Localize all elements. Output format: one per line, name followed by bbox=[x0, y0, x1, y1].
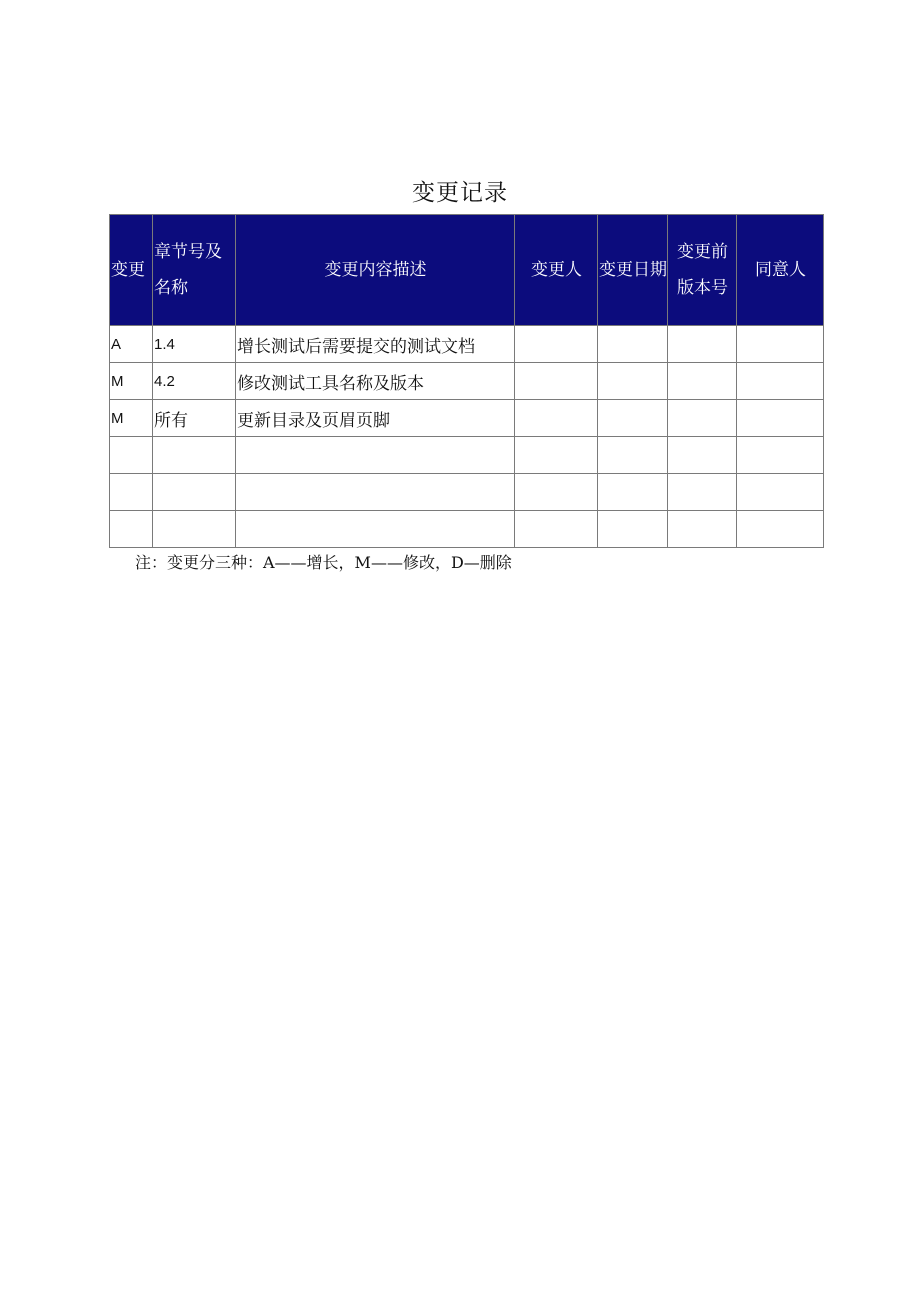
cell-chapter bbox=[153, 474, 236, 511]
cell-changer bbox=[515, 326, 598, 363]
table-row bbox=[110, 363, 824, 400]
change-record-table bbox=[109, 214, 824, 548]
cell-change-type bbox=[110, 511, 153, 548]
cell-changer bbox=[515, 437, 598, 474]
header-approver: 同意人 bbox=[737, 215, 824, 326]
cell-chapter: 1.4 bbox=[153, 326, 236, 363]
table-row bbox=[110, 437, 824, 474]
cell-prev-version bbox=[668, 474, 737, 511]
cell-changer bbox=[515, 474, 598, 511]
table-row bbox=[110, 400, 824, 437]
cell-change-type bbox=[110, 437, 153, 474]
cell-approver bbox=[737, 400, 824, 437]
header-change-type: 变更 bbox=[110, 215, 153, 326]
cell-date bbox=[598, 326, 668, 363]
cell-description bbox=[236, 474, 515, 511]
cell-approver bbox=[737, 511, 824, 548]
cell-change-type: M bbox=[110, 400, 153, 437]
cell-date bbox=[598, 511, 668, 548]
cell-prev-version bbox=[668, 400, 737, 437]
cell-approver bbox=[737, 326, 824, 363]
cell-prev-version bbox=[668, 363, 737, 400]
header-date: 变更日期 bbox=[598, 215, 668, 326]
cell-changer bbox=[515, 511, 598, 548]
table-row bbox=[110, 511, 824, 548]
cell-description: 修改测试工具名称及版本 bbox=[236, 363, 515, 400]
cell-date bbox=[598, 474, 668, 511]
cell-chapter: 4.2 bbox=[153, 363, 236, 400]
cell-prev-version bbox=[668, 511, 737, 548]
cell-approver bbox=[737, 363, 824, 400]
page-title: 变更记录 bbox=[412, 180, 508, 206]
header-changer: 变更人 bbox=[515, 215, 598, 326]
change-type-note: 注：变更分三种：A——增长，M——修改，D—删除 bbox=[135, 553, 512, 572]
cell-changer bbox=[515, 363, 598, 400]
table-row bbox=[110, 474, 824, 511]
cell-change-type: M bbox=[110, 363, 153, 400]
cell-change-type bbox=[110, 474, 153, 511]
cell-change-type: A bbox=[110, 326, 153, 363]
cell-date bbox=[598, 437, 668, 474]
cell-description: 更新目录及页眉页脚 bbox=[236, 400, 515, 437]
cell-description bbox=[236, 511, 515, 548]
cell-chapter bbox=[153, 437, 236, 474]
cell-prev-version bbox=[668, 437, 737, 474]
cell-approver bbox=[737, 437, 824, 474]
header-description: 变更内容描述 bbox=[236, 215, 515, 326]
cell-description: 增长测试后需要提交的测试文档 bbox=[236, 326, 515, 363]
cell-prev-version bbox=[668, 326, 737, 363]
cell-date bbox=[598, 363, 668, 400]
cell-date bbox=[598, 400, 668, 437]
table-row bbox=[110, 326, 824, 363]
cell-changer bbox=[515, 400, 598, 437]
cell-approver bbox=[737, 474, 824, 511]
cell-chapter bbox=[153, 511, 236, 548]
cell-chapter: 所有 bbox=[153, 400, 236, 437]
header-prev-version: 变更前版本号 bbox=[668, 215, 737, 326]
header-chapter: 章节号及名称 bbox=[153, 215, 236, 326]
cell-description bbox=[236, 437, 515, 474]
table-header-row bbox=[110, 215, 824, 326]
